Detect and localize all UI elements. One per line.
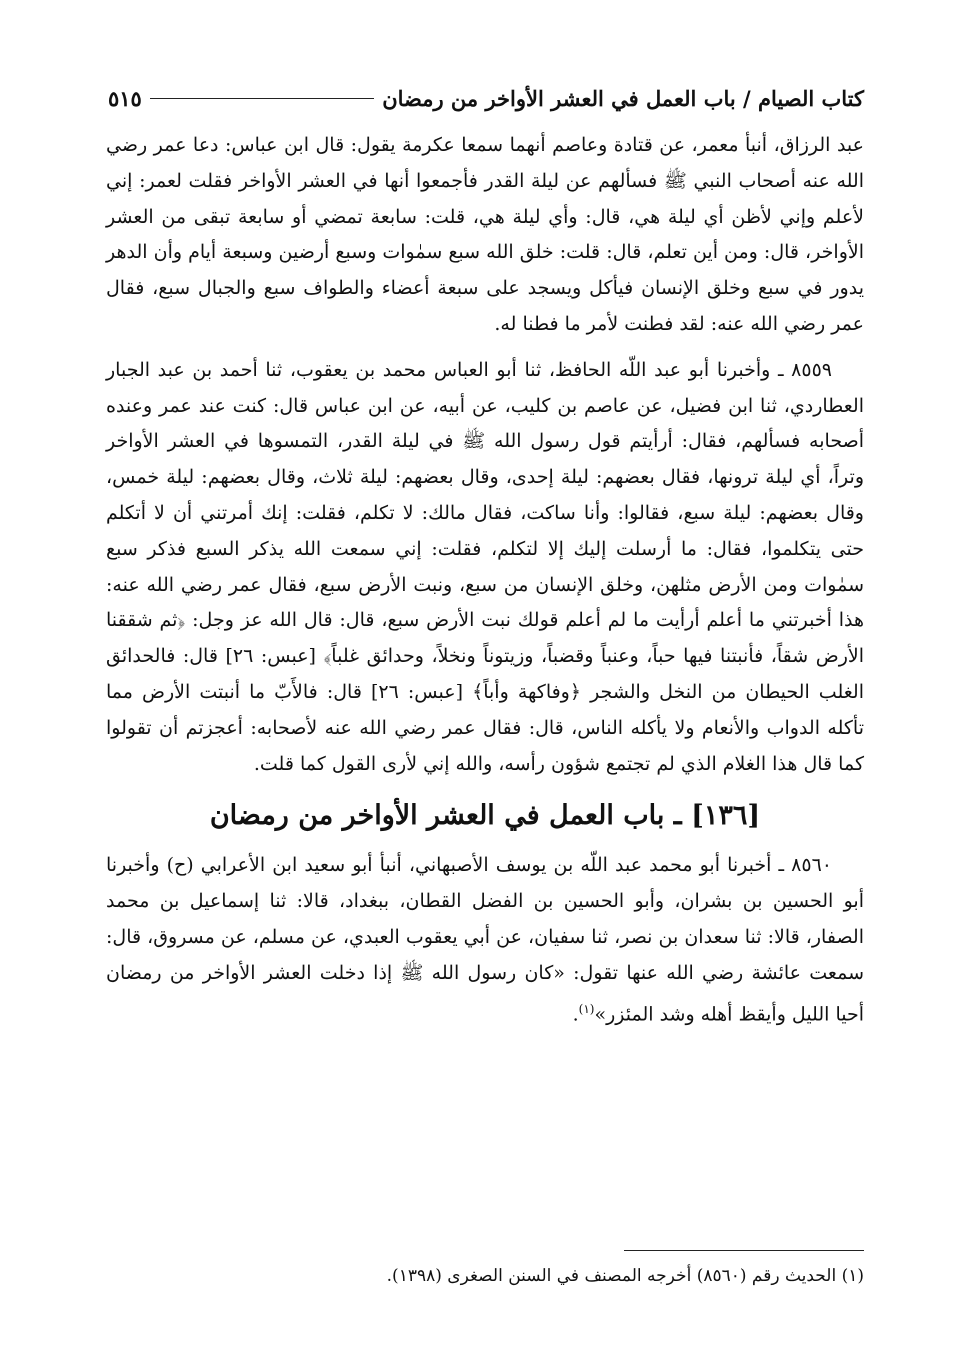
footnote: (١) الحديث رقم (٨٥٦٠) أخرجه المصنف في السنن الصغرى (١٣٩٨).	[386, 1266, 864, 1286]
hadith-8560	[106, 848, 864, 1032]
hadith-8559: ٨٥٥٩ ـ وأخبرنا أبو عبد اللّه الحافظ، ثنا أبو العباس محمد بن يعقوب، ثنا أحمد بن عبد الجبار العطاردي، ثنا ابن فضيل، عن عاصم بن كليب، عن أبيه، عن ابن عباس قال: كنت عند عمر وعنده أصحابه فسألهم، فقال: أرأيتم قول رسول الله ﷺ في ليلة القدر، التمسوها في العشر الأواخر وتراً، أي ليلة ترونها، فقال بعضهم: ليلة إحدى، وقال بعضهم: ليلة ثلاث، وقال بعضهم: ليلة خمس، وقال بعضهم: ليلة سبع، فقالوا: وأنا ساكت، فقال مالك: لا تكلم، فقلت: إنك أمرتني أن لا أتكلم حتى يتكلموا، فقال: ما أرسلت إليك إلا لتكلم، فقلت: إني سمعت الله يذكر السبع فذكر سبع سمٰوات ومن الأرض مثلهن، وخلق الإنسان من سبع، ونبت الأرض سبع، فقال عمر رضي الله عنه: هذا أخبرتني ما أعلم أرأيت ما لم أعلم قولك نبت الأرض سبع، قال: قال الله عز وجل: ﴿ثم شققنا الأرض شقاً، فأنبتنا فيها حباً، وعنباً وقضباً، وزيتوناً ونخلاً، وحدائق غلباً﴾ [عبس: ٢٦] قال: فالحدائق الغلب الحيطان من النخل والشجر ﴿وفاكهة وأباً﴾ [عبس: ٢٦] قال: فالأَبّ ما أنبتت الأرض مما تأكله الدواب والأنعام ولا يأكله الناس، قال: فقال عمر رضي الله عنه لأصحابه: أعجزتم أن تقولوا كما قال هذا الغلام الذي لم تجتمع شؤون رأسه، والله إني لأرى القول كما قلت.	[106, 358, 864, 775]
main-text	[106, 128, 864, 1033]
header-title: كتاب الصيام / باب العمل في العشر الأواخر من رمضان	[382, 85, 864, 111]
paragraph-continuation: عبد الرزاق، أنبأ معمر، عن قتادة وعاصم أنهما سمعا عكرمة يقول: قال ابن عباس: دعا عمر رضي الله عنه أصحاب النبي ﷺ فسألهم عن ليلة القدر فأجمعوا أنها في العشر الأواخر فقلت لعمر: إني لأعلم وإني لأظن أي ليلة هي، قال: وأي ليلة هي، قلت: سابعة تمضي أو سابعة تبقى من العشر الأواخر، قال: ومن أين تعلم، قال: قلت: خلق الله سبع سمٰوات وسبع أرضين وسبعة أيام وأن الدهر يدور في سبع وخلق الإنسان فيأكل ويسجد على سبعة أعضاء والطواف سبع والجبال سبع، فقال عمر رضي الله عنه: لقد فطنت لأمر ما فطنا له.	[106, 134, 864, 335]
header-rule	[150, 98, 374, 99]
footnote-separator	[624, 1250, 864, 1251]
running-header	[108, 80, 864, 116]
hadith-8560-end: .	[572, 1002, 579, 1025]
hadith-8560-text: ٨٥٦٠ ـ أخبرنا أبو محمد عبد اللّه بن يوسف الأصبهاني، أنبأ أبو سعيد ابن الأعرابي (ح) وأخبرنا أبو الحسين بن بشران، وأبو الحسين بن الفضل القطان، ببغداد، قالا: ثنا إسماعيل بن محمد الصفار، قالا: ثنا سعدان بن نصر، ثنا سفيان، عن أبي يعقوب العبدي، عن مسلم، عن مسروق، قال: سمعت عائشة رضي الله عنها تقول: «كان رسول الله ﷺ إذا دخلت العشر الأواخر من رمضان أحيا الليل وأيقظ أهله وشد المئزر»	[106, 854, 864, 1025]
chapter-heading: [١٣٦] ـ باب العمل في العشر الأواخر من رمضان	[209, 800, 761, 832]
footnote-ref: (١)	[578, 1001, 595, 1016]
page-number: ٥١٥	[108, 85, 142, 111]
